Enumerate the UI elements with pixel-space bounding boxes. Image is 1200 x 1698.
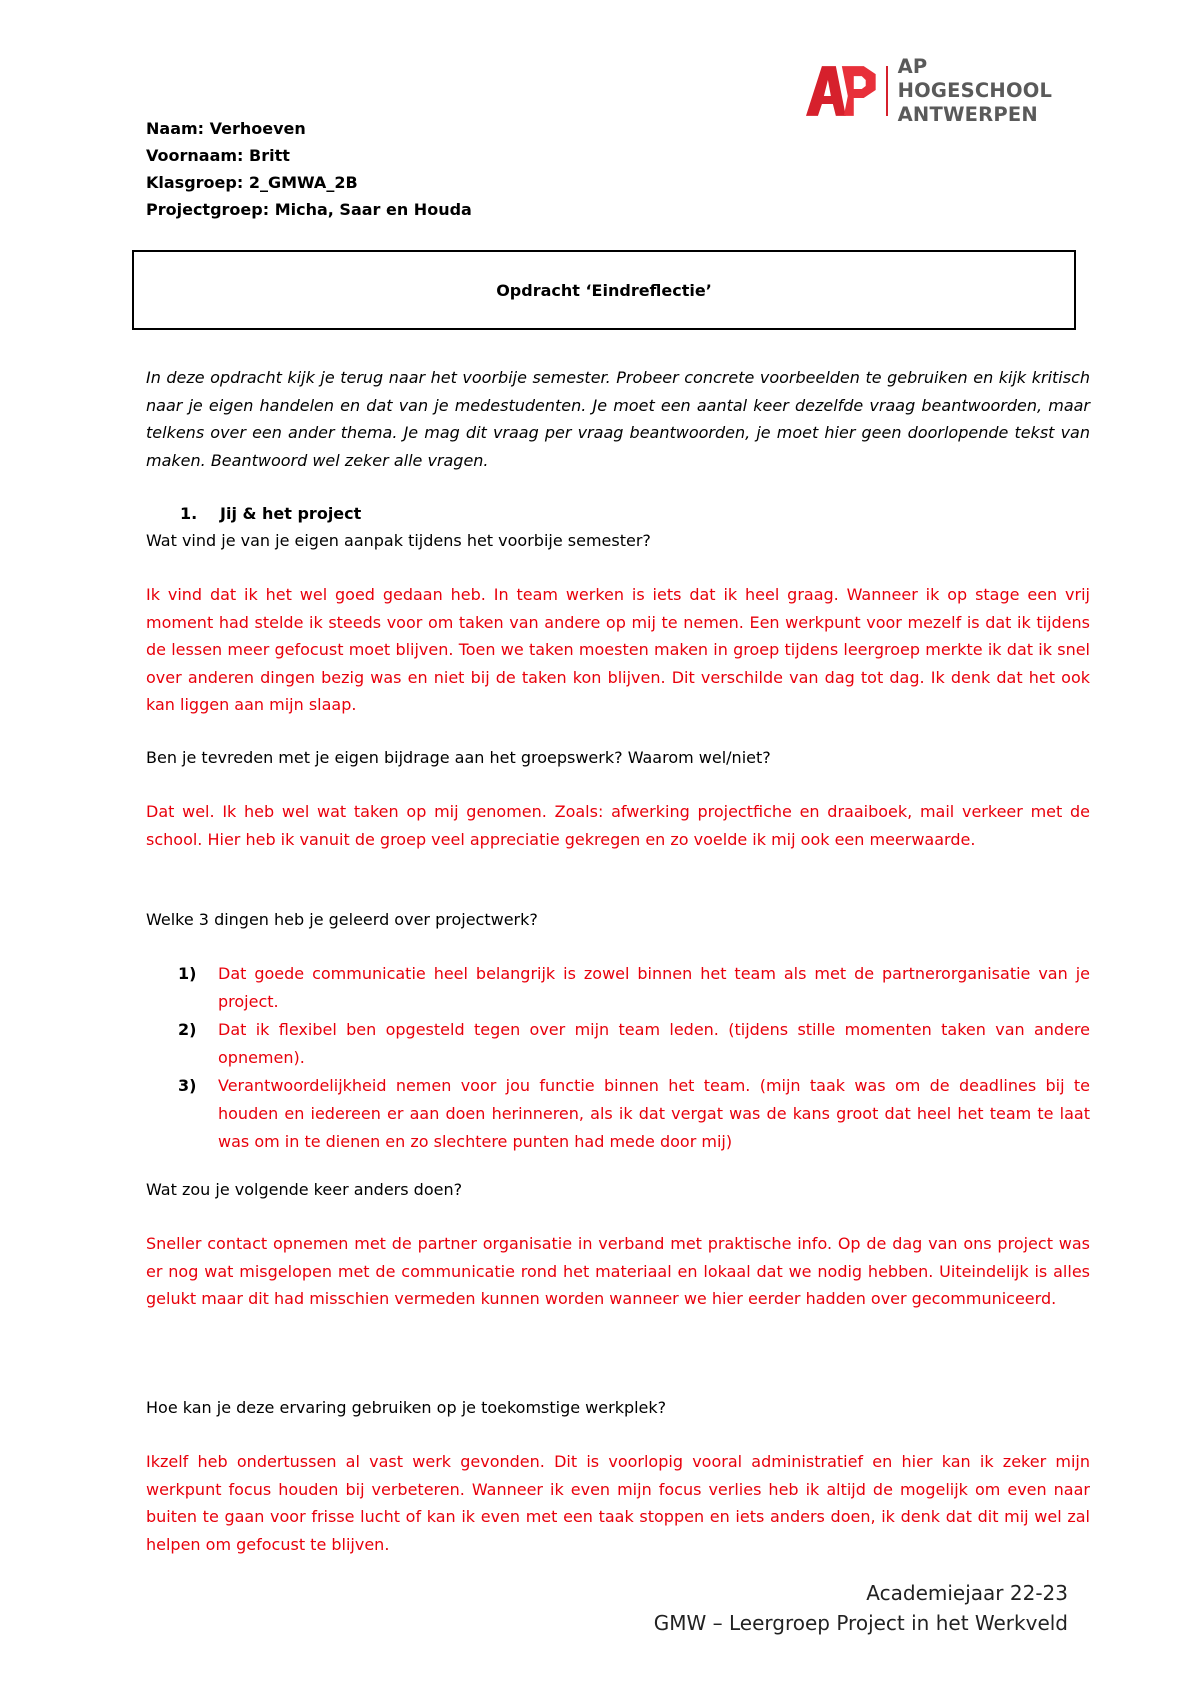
logo-divider	[886, 66, 888, 116]
student-naam: Naam: Verhoeven	[146, 119, 306, 138]
list-marker: 3)	[178, 1076, 197, 1095]
question-5: Hoe kan je deze ervaring gebruiken op je toekomstige werkplek?	[146, 1398, 667, 1417]
student-klasgroep: Klasgroep: 2_GMWA_2B	[146, 173, 358, 192]
question-3: Welke 3 dingen heb je geleerd over projectwerk?	[146, 910, 538, 929]
assignment-title-box	[132, 250, 1076, 330]
page-footer	[654, 1578, 1068, 1638]
list-item-text: Dat goede communicatie heel belangrijk is zowel binnen het team als met de partnerorganisatie van je project.	[218, 964, 1090, 1011]
logo-text	[898, 55, 1088, 127]
section-heading	[180, 500, 361, 527]
question-4: Wat zou je volgende keer anders doen?	[146, 1180, 463, 1199]
answer-1: Ik vind dat ik het wel goed gedaan heb. In team werken is iets dat ik heel graag. Wanneer ik op stage een vrij moment had stelde ik steeds voor om taken van andere op mij te nemen. Een werkpunt voor mezelf is dat ik tijdens de lessen meer gefocust moet blijven. Toen we taken moesten maken in groep tijdens leergroep merkte ik dat ik snel over anderen dingen bezig was en niet bij de taken kon blijven. Dit verschilde van dag tot dag. Ik denk dat het ook kan liggen aan mijn slaap.	[146, 585, 1090, 714]
student-projectgroep: Projectgroep: Micha, Saar en Houda	[146, 200, 472, 219]
question-1: Wat vind je van je eigen aanpak tijdens het voorbije semester?	[146, 531, 651, 550]
list-item	[146, 960, 1090, 1016]
ap-logo-icon	[806, 66, 878, 116]
student-info	[146, 115, 472, 223]
logo-line-1: AP HOGESCHOOL	[897, 55, 1053, 102]
answer-5: Ikzelf heb ondertussen al vast werk gevonden. Dit is voorlopig vooral administratief en hier kan ik zeker mijn werkpunt focus houden bij verbeteren. Wanneer ik even mijn focus verlies heb ik altijd de mogelijk om even naar buiten te gaan voor frisse lucht of kan ik even met een taak stoppen en iets anders doen, ik denk dat dit mij wel zal helpen om gefocust te blijven.	[146, 1452, 1090, 1554]
student-voornaam: Voornaam: Britt	[146, 146, 290, 165]
assignment-title: Opdracht ‘Eindreflectie’	[496, 280, 712, 300]
list-marker: 2)	[178, 1020, 197, 1039]
section-number: 1.	[180, 504, 198, 523]
ap-hogeschool-logo	[806, 55, 1088, 126]
answer-2: Dat wel. Ik heb wel wat taken op mij genomen. Zoals: afwerking projectfiche en draaiboek, mail verkeer met de school. Hier heb ik vanuit de groep veel appreciatie gekregen en zo voelde ik mij ook een meerwaarde.	[146, 802, 1090, 849]
footer-course: GMW – Leergroep Project in het Werkveld	[653, 1611, 1068, 1635]
list-item	[146, 1016, 1090, 1072]
logo-line-2: ANTWERPEN	[897, 103, 1038, 126]
section-title: Jij & het project	[220, 504, 362, 523]
answer-3-list	[146, 960, 1090, 1156]
intro-text: In deze opdracht kijk je terug naar het voorbije semester. Probeer concrete voorbeelden te gebruiken en kijk kritisch naar je eigen handelen en dat van je medestudenten. Je moet een aantal keer dezelfde vraag beantwoorden, maar telkens over een ander thema. Je mag dit vraag per vraag beantwoorden, je moet hier geen doorlopende tekst van maken. Beantwoord wel zeker alle vragen.	[146, 368, 1090, 470]
footer-academic-year: Academiejaar 22-23	[866, 1581, 1068, 1605]
list-item-text: Verantwoordelijkheid nemen voor jou functie binnen het team. (mijn taak was om de deadlines bij te houden en iedereen er aan doen herinneren, als ik dat vergat was de kans groot dat heel het team te laat was om in te dienen en zo slechtere punten had mede door mij)	[218, 1076, 1090, 1151]
list-item	[146, 1072, 1090, 1156]
list-marker: 1)	[178, 964, 197, 983]
answer-4: Sneller contact opnemen met de partner organisatie in verband met praktische info. Op de dag van ons project was er nog wat misgelopen met de communicatie rond het materiaal en lokaal dat we nodig hebben. Uiteindelijk is alles gelukt maar dit had misschien vermeden kunnen worden wanneer we hier eerder hadden over gecommuniceerd.	[146, 1234, 1090, 1308]
list-item-text: Dat ik flexibel ben opgesteld tegen over mijn team leden. (tijdens stille momenten taken van andere opnemen).	[218, 1020, 1090, 1067]
question-2: Ben je tevreden met je eigen bijdrage aan het groepswerk? Waarom wel/niet?	[146, 748, 771, 767]
